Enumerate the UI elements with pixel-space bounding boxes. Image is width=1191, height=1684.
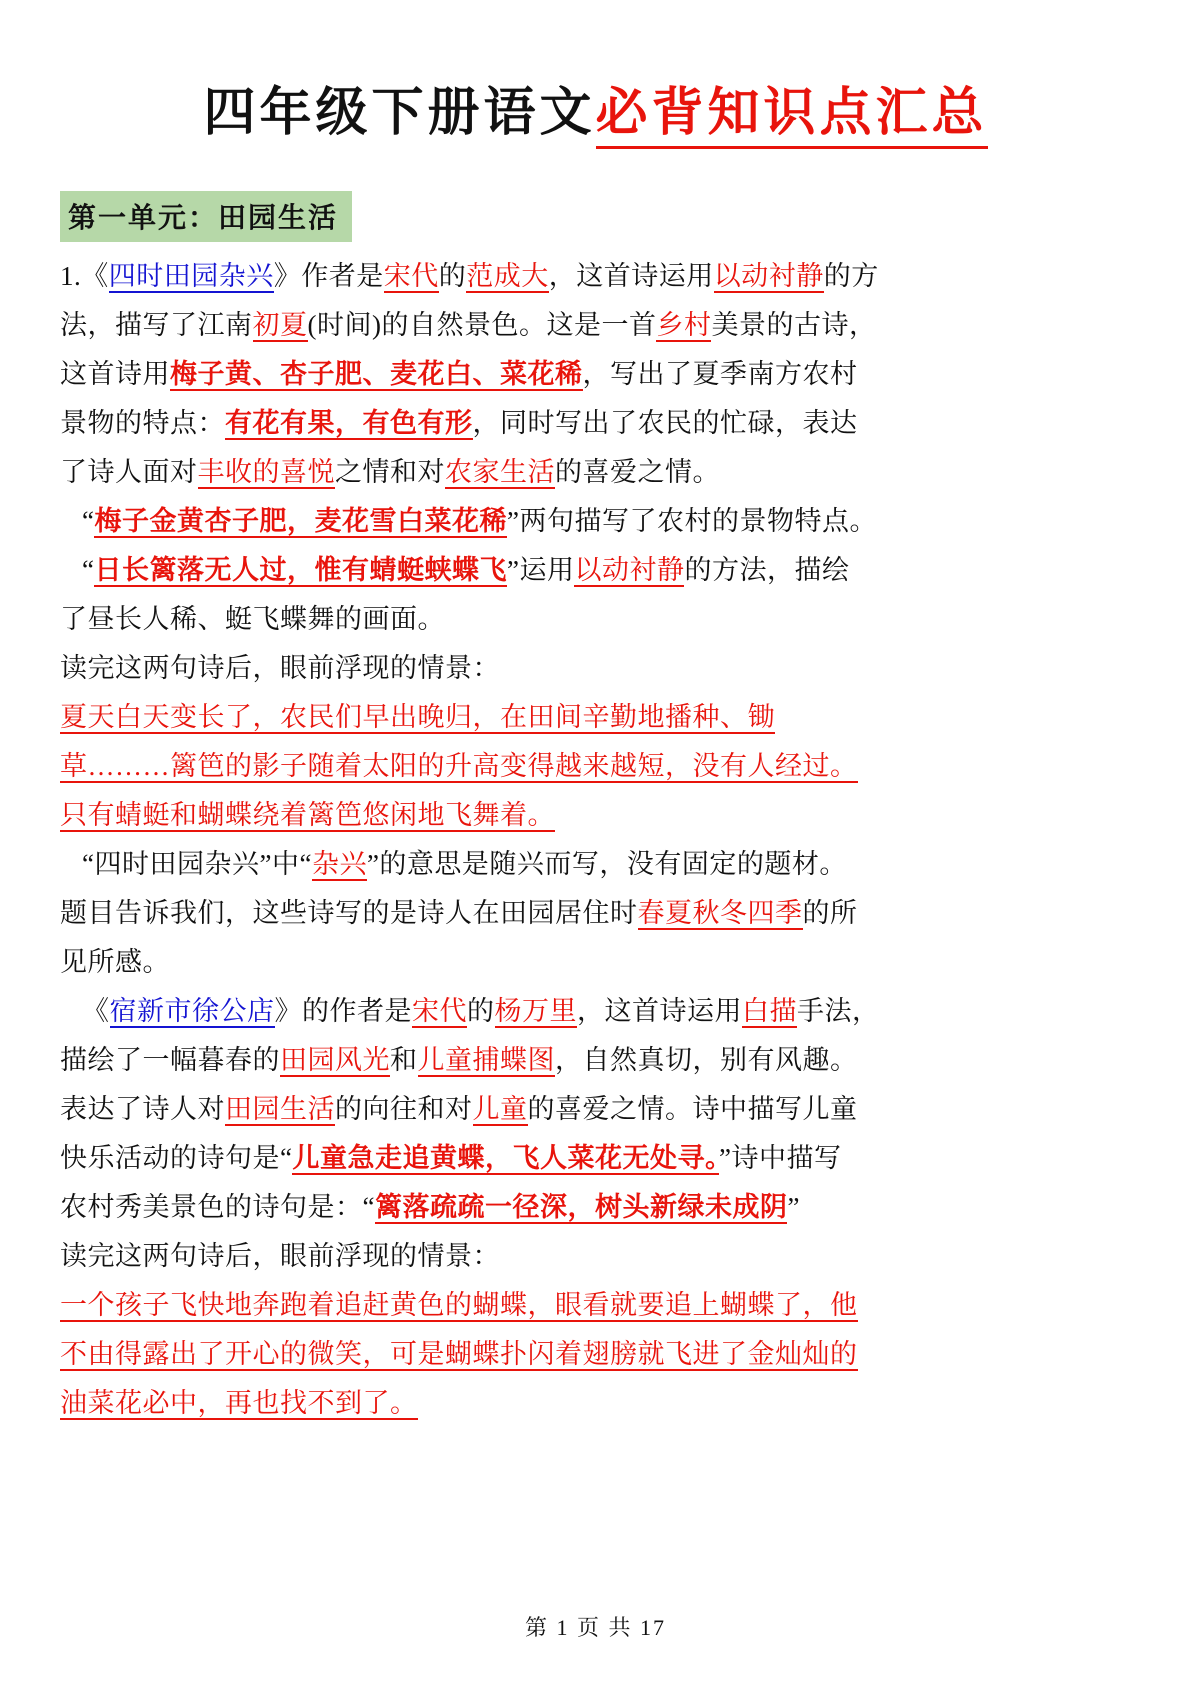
- text-run: 》作者是: [273, 261, 384, 291]
- text-run: ”: [787, 1192, 800, 1222]
- text-run: 梅子黄、杏子肥、麦花白、菜花稀: [170, 359, 583, 389]
- unit-heading-wrap: [60, 191, 1131, 252]
- text-run: 杨万里: [494, 996, 577, 1026]
- text-run: 儿童捕蝶图: [417, 1045, 555, 1075]
- text-run: 读完这两句诗后，眼前浮现的情景：: [60, 1241, 500, 1271]
- text-run: “四时田园杂兴”中“: [82, 849, 312, 879]
- line-6: [60, 497, 1131, 546]
- line-5: [60, 448, 1131, 497]
- line-2: [60, 301, 1131, 350]
- text-run: 这首诗用: [60, 359, 170, 389]
- imagined-scene-text: 夏天白天变长了，农民们早出晚归，在田间辛勤地播种、锄: [60, 702, 775, 732]
- text-run: 》的作者是: [274, 996, 412, 1026]
- line-17: [60, 1036, 1131, 1085]
- line-8: [60, 595, 1131, 644]
- text-run: 题目告诉我们，这些诗写的是诗人在田园居住时: [60, 898, 638, 928]
- text-run: 见所感。: [60, 947, 170, 977]
- line-24: [60, 1379, 1131, 1428]
- text-run: 白描: [742, 996, 797, 1026]
- text-run: “: [82, 555, 95, 585]
- text-run: 法，描写了江南: [60, 310, 253, 340]
- line-1: [60, 252, 1131, 301]
- text-run: ”运用: [506, 555, 575, 585]
- text-run: 了昼长人稀、蜓飞蝶舞的画面。: [60, 604, 445, 634]
- text-run: ”两句描写了农村的景物特点。: [506, 506, 877, 536]
- unit-heading: 第一单元：田园生活: [60, 191, 352, 242]
- text-run: 以动衬静: [574, 555, 685, 585]
- body-text: [60, 252, 1131, 1428]
- line-13: [60, 840, 1131, 889]
- line-20: [60, 1183, 1131, 1232]
- imagined-scene-text: 油菜花必中，再也找不到了。: [60, 1388, 418, 1418]
- imagined-scene-text: 草………篱笆的影子随着太阳的升高变得越来越短，没有人经过。: [60, 751, 858, 781]
- line-22: [60, 1281, 1131, 1330]
- text-run: 初夏: [252, 310, 308, 340]
- text-run: 杂兴: [311, 849, 367, 879]
- text-run: 的喜爱之情。诗中描写儿童: [527, 1094, 858, 1124]
- text-run: 以动衬静: [713, 261, 824, 291]
- text-run: 1.《: [60, 261, 109, 291]
- text-run: 的: [438, 261, 467, 291]
- text-run: 乡村: [656, 310, 712, 340]
- text-run: 范成大: [466, 261, 549, 291]
- line-3: [60, 350, 1131, 399]
- text-run: ，自然真切，别有风趣。: [555, 1045, 858, 1075]
- poem-quote: 梅子金黄杏子肥，麦花雪白菜花稀: [94, 506, 507, 536]
- text-run: ，同时写出了农民的忙碌，表达: [472, 408, 858, 438]
- text-run: 了诗人面对: [60, 457, 198, 487]
- text-run: ”的意思是随兴而写，没有固定的题材。: [366, 849, 847, 879]
- text-run: “: [82, 506, 95, 536]
- text-run: 手法，: [797, 996, 880, 1026]
- poem-quote: 儿童急走追黄蝶，飞人菜花无处寻。: [292, 1143, 719, 1173]
- text-run: 快乐活动的诗句是“: [60, 1143, 293, 1173]
- text-run: 表达了诗人对: [60, 1094, 225, 1124]
- text-run: 美景的古诗，: [711, 310, 877, 340]
- imagined-scene-text: 只有蜻蜓和蝴蝶绕着篱笆悠闲地飞舞着。: [60, 800, 555, 830]
- imagined-scene-text: 不由得露出了开心的微笑，可是蝴蝶扑闪着翅膀就飞进了金灿灿的: [60, 1339, 858, 1369]
- line-18: [60, 1085, 1131, 1134]
- line-7: [60, 546, 1131, 595]
- title-black-part: 四年级下册语文: [203, 85, 596, 142]
- text-run: (时间)的自然景色。这是一首: [307, 310, 657, 340]
- text-run: 的喜爱之情。: [555, 457, 720, 487]
- line-11: [60, 742, 1131, 791]
- page-footer: 第 1 页 共 17: [524, 1615, 666, 1640]
- text-run: 农家生活: [445, 457, 555, 487]
- poem-title: 四时田园杂兴: [108, 261, 274, 291]
- text-run: 的方: [823, 261, 879, 291]
- text-run: 之情和对: [335, 457, 445, 487]
- text-run: ，写出了夏季南方农村: [582, 359, 858, 389]
- text-run: 田园风光: [280, 1045, 390, 1075]
- text-run: 的向往和对: [335, 1094, 473, 1124]
- text-run: 的: [467, 996, 495, 1026]
- line-14: [60, 889, 1131, 938]
- title-red-part: 必背知识点汇总: [596, 85, 988, 149]
- text-run: 的所: [802, 898, 858, 928]
- text-run: 春夏秋冬四季: [637, 898, 803, 928]
- text-run: 和: [390, 1045, 418, 1075]
- line-4: [60, 399, 1131, 448]
- text-run: 宋代: [383, 261, 439, 291]
- text-run: 景物的特点：: [60, 408, 225, 438]
- text-run: 农村秀美景色的诗句是：“: [60, 1192, 375, 1222]
- text-run: 儿童: [472, 1094, 528, 1124]
- text-run: 读完这两句诗后，眼前浮现的情景：: [60, 653, 500, 683]
- line-12: [60, 791, 1131, 840]
- line-23: [60, 1330, 1131, 1379]
- text-run: 丰收的喜悦: [197, 457, 335, 487]
- text-run: ，这首诗运用: [577, 996, 742, 1026]
- line-9: [60, 644, 1131, 693]
- line-21: [60, 1232, 1131, 1281]
- text-run: 田园生活: [225, 1094, 335, 1124]
- poem-quote: 日长篱落无人过，惟有蜻蜓蛱蝶飞: [94, 555, 507, 585]
- text-run: ，这首诗运用: [548, 261, 714, 291]
- page-title: [60, 70, 1131, 145]
- text-run: 的方法，描绘: [684, 555, 850, 585]
- poem-title: 宿新市徐公店: [109, 996, 275, 1026]
- line-15: [60, 938, 1131, 987]
- text-run: 宋代: [412, 996, 467, 1026]
- line-19: [60, 1134, 1131, 1183]
- line-10: [60, 693, 1131, 742]
- imagined-scene-text: 一个孩子飞快地奔跑着追赶黄色的蝴蝶，眼看就要追上蝴蝶了，他: [60, 1290, 858, 1320]
- poem-quote: 篱落疏疏一径深，树头新绿未成阴: [374, 1192, 788, 1222]
- text-run: 有花有果，有色有形: [225, 408, 473, 438]
- text-run: ”诗中描写: [718, 1143, 842, 1173]
- text-run: 描绘了一幅暮春的: [60, 1045, 280, 1075]
- text-run: 《: [82, 996, 110, 1026]
- line-16: [60, 987, 1131, 1036]
